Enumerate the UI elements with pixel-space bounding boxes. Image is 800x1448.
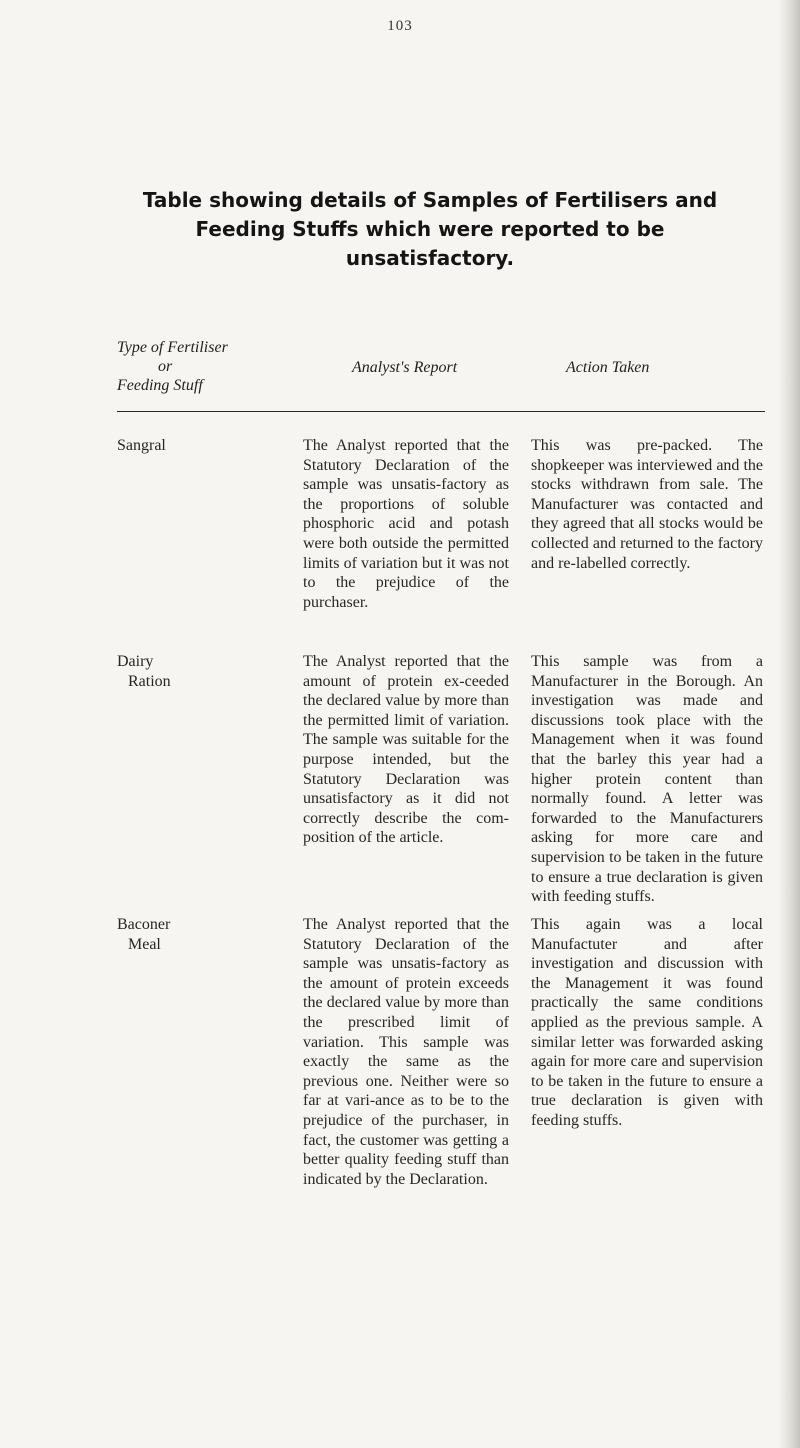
column-header-type-line: or xyxy=(158,358,173,375)
column-header-analyst-report: Analyst's Report xyxy=(352,359,458,376)
type-label: Dairy xyxy=(117,653,154,670)
heading-line: unsatisfactory. xyxy=(345,246,515,270)
table-row-type xyxy=(117,436,227,456)
table-row-type xyxy=(117,652,227,691)
column-header-type-line: Feeding Stuff xyxy=(117,377,203,394)
header-rule xyxy=(117,411,765,412)
type-label: Sangral xyxy=(117,437,166,454)
heading-line: Table showing details of Samples of Fertilisers and xyxy=(142,188,718,212)
table-row-analyst-report: The Analyst reported that the Statutory Declaration of the sample was unsatis-factory as the proportions of soluble phosphoric acid and potash were both outside the permitted limits of variation but it was not to the prejudice of the purchaser. xyxy=(303,437,509,611)
page-number: 103 xyxy=(387,18,413,34)
table-row-type xyxy=(117,915,227,954)
column-header-action-taken: Action Taken xyxy=(566,359,650,376)
page-heading xyxy=(100,186,760,273)
column-header-type-line: Type of Fertiliser xyxy=(117,339,228,356)
type-label: Baconer xyxy=(117,916,171,933)
column-header-type xyxy=(117,338,247,395)
table-row-action-taken: This was pre-packed. The shopkeeper was interviewed and the stocks withdrawn from sale. The Manufacturer was contacted and they agreed that all stocks would be collected and returned to the factory and re-labelled correctly. xyxy=(531,437,763,572)
table-row-action-taken: This again was a local Manufactuter and after investigation and discussion with the Management it was found practically the same conditions applied as the previous sample. A similar letter was forwarded asking again for more care and supervision to be taken in the future to ensure a true declaration is given with feeding stuffs. xyxy=(531,916,763,1129)
table-row-analyst-report: The Analyst reported that the Statutory Declaration of the sample was unsatis-factory as the amount of protein exceeds the declared value by more than the prescribed limit of variation. This sample was exactly the same as the previous one. Neither were so far at vari-ance as to be to the prejudice of the purchaser, in fact, the customer was getting a better quality feeding stuff than indicated by the Declaration. xyxy=(303,916,509,1188)
type-label: Meal xyxy=(128,935,161,953)
heading-line: Feeding Stuffs which were reported to be xyxy=(195,217,665,241)
table-row-analyst-report: The Analyst reported that the amount of protein ex-ceeded the declared value by more than the permitted limit of variation. The sample was suitable for the purpose intended, but the Statutory Declaration was unsatisfactory as it did not correctly describe the com-position of the article. xyxy=(303,653,509,847)
page-edge-shadow xyxy=(778,0,800,1448)
table-row-action-taken: This sample was from a Manufacturer in the Borough. An investigation was made and discussions took place with the Management when it was found that the barley this year had a higher protein content than normally found. A letter was forwarded to the Manufacturers asking for more care and supervision to be taken in the future to ensure a true declaration is given with feeding stuffs. xyxy=(531,653,763,906)
type-label: Ration xyxy=(128,672,171,690)
